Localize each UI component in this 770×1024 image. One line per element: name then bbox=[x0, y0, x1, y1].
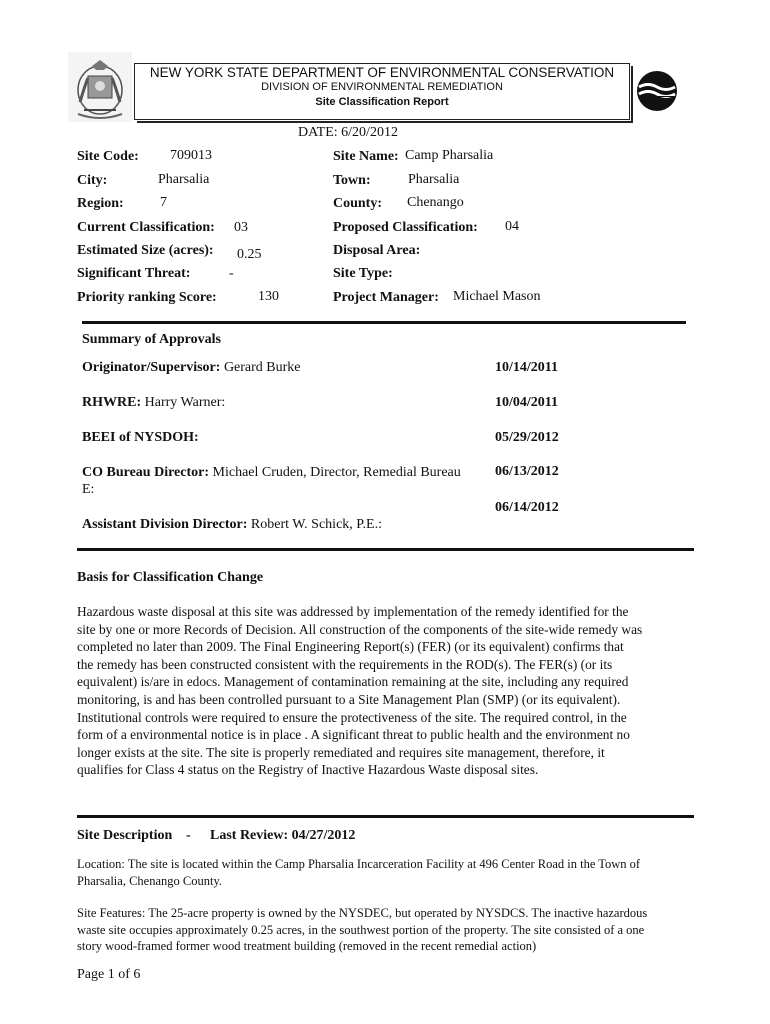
basis-line: equivalent) is/are in edocs. Management of contamination remaining at the site, including any required bbox=[77, 674, 629, 690]
basis-line: completed no later than 2009. The Final Engineering Report(s) (FER) (or its equivalent) confirms that bbox=[77, 639, 624, 655]
approval-date: 06/13/2012 bbox=[495, 464, 559, 479]
region-label: Region: bbox=[77, 196, 124, 211]
current-classification-value: 03 bbox=[234, 220, 248, 235]
basis-line: site by one or more Records of Decision. All construction of the components of the site-wide remedy was bbox=[77, 621, 643, 637]
basis-heading: Basis for Classification Change bbox=[77, 570, 264, 585]
approval-label: BEEI of NYSDOH: bbox=[82, 430, 199, 445]
disposal-area-label: Disposal Area: bbox=[333, 243, 421, 258]
approval-name: Robert W. Schick, P.E.: bbox=[250, 517, 382, 532]
last-review: Last Review: 04/27/2012 bbox=[210, 828, 356, 843]
county-label: County: bbox=[333, 196, 383, 211]
features-line: Site Features: The 25-acre property is owned by the NYSDEC, but operated by NYSDCS. The inactive hazardous bbox=[77, 906, 648, 920]
report-title: Site Classification Report bbox=[315, 96, 449, 108]
nys-seal-icon bbox=[68, 52, 132, 122]
site-code-label: Site Code: bbox=[77, 149, 139, 164]
priority-score-label: Priority ranking Score: bbox=[77, 290, 217, 305]
project-manager-label: Project Manager: bbox=[333, 290, 439, 305]
features-line: story wood-framed former wood treatment building (removed in the recent remedial action) bbox=[77, 939, 537, 953]
proposed-classification-value: 04 bbox=[505, 219, 519, 234]
approval-name: Harry Warner: bbox=[144, 395, 226, 410]
approval-row-assistant-director bbox=[82, 517, 382, 533]
city-label: City: bbox=[77, 173, 108, 188]
significant-threat-value: - bbox=[229, 266, 234, 281]
basis-line: qualifies for Class 4 status on the Registry of Inactive Hazardous Waste disposal sites. bbox=[77, 762, 539, 778]
basis-line: Institutional controls were required to ensure the protectiveness of the site. The required control, in the bbox=[77, 709, 627, 725]
approval-date: 10/04/2011 bbox=[495, 395, 559, 410]
town-label: Town: bbox=[333, 173, 371, 188]
project-manager-value: Michael Mason bbox=[453, 289, 541, 304]
approval-label: Assistant Division Director: bbox=[82, 517, 248, 532]
current-classification-label: Current Classification: bbox=[77, 220, 215, 235]
site-code-value: 709013 bbox=[170, 148, 212, 163]
approval-name-cont: E: bbox=[82, 482, 95, 497]
county-value: Chenango bbox=[407, 195, 464, 210]
approval-label: RHWRE: bbox=[82, 395, 142, 410]
basis-line: monitoring, is and has been controlled pursuant to a Site Management Plan (SMP) (or its equivalent). bbox=[77, 691, 621, 707]
page-number: Page 1 of 6 bbox=[77, 967, 141, 982]
approval-label: CO Bureau Director: bbox=[82, 465, 210, 480]
priority-score-value: 130 bbox=[258, 289, 279, 304]
report-date: DATE: 6/20/2012 bbox=[298, 125, 398, 140]
region-value: 7 bbox=[160, 195, 167, 210]
estimated-size-value: 0.25 bbox=[237, 247, 262, 262]
location-line: Pharsalia, Chenango County. bbox=[77, 874, 223, 888]
dec-logo-icon bbox=[636, 70, 678, 112]
site-type-label: Site Type: bbox=[333, 266, 393, 281]
approval-row-co-bureau bbox=[82, 464, 482, 498]
features-paragraph bbox=[77, 905, 697, 955]
approval-name: Gerard Burke bbox=[223, 360, 301, 375]
site-name-label: Site Name: bbox=[333, 149, 399, 164]
proposed-classification-label: Proposed Classification: bbox=[333, 220, 478, 235]
description-heading-dash: - bbox=[186, 828, 191, 843]
features-line: waste site occupies approximately 0.25 acres, in the southwest portion of the property. The site consisted of a one bbox=[77, 922, 645, 937]
basis-paragraph bbox=[77, 603, 687, 779]
approvals-top-rule bbox=[82, 321, 686, 324]
estimated-size-label: Estimated Size (acres): bbox=[77, 243, 214, 258]
approval-date: 10/14/2011 bbox=[495, 360, 559, 375]
basis-line: Hazardous waste disposal at this site was addressed by implementation of the remedy identified for the bbox=[77, 604, 629, 619]
approval-name: Michael Cruden, Director, Remedial Bureau bbox=[212, 465, 461, 480]
approval-row-rhwre bbox=[82, 395, 225, 411]
town-value: Pharsalia bbox=[408, 172, 460, 187]
approval-label: Originator/Supervisor: bbox=[82, 360, 221, 375]
site-name-value: Camp Pharsalia bbox=[405, 148, 494, 163]
approval-date: 05/29/2012 bbox=[495, 430, 559, 445]
location-line: Location: The site is located within the Camp Pharsalia Incarceration Facility at 496 Center Road in the Town of bbox=[77, 857, 641, 871]
approvals-heading: Summary of Approvals bbox=[82, 332, 221, 347]
approvals-bottom-rule bbox=[77, 548, 694, 551]
basis-line: longer exists at the site. The site is properly remediated and requires site management, therefore, it bbox=[77, 744, 605, 760]
description-top-rule bbox=[77, 815, 694, 818]
basis-line: the remedy has been constructed consistent with the requirements in the ROD(s). The FER(s) (or its bbox=[77, 656, 613, 672]
approval-row-beei bbox=[82, 430, 199, 446]
city-value: Pharsalia bbox=[158, 172, 210, 187]
division-name: DIVISION OF ENVIRONMENTAL REMEDIATION bbox=[261, 81, 503, 93]
approval-date: 06/14/2012 bbox=[495, 500, 559, 515]
significant-threat-label: Significant Threat: bbox=[77, 266, 191, 281]
agency-name: NEW YORK STATE DEPARTMENT OF ENVIRONMENTAL CONSERVATION bbox=[149, 65, 615, 80]
basis-line: form of a environmental notice is in place . A significant threat to public health and the environment no bbox=[77, 727, 630, 743]
location-paragraph bbox=[77, 856, 697, 890]
approval-row-originator bbox=[82, 360, 301, 376]
description-heading-left: Site Description bbox=[77, 828, 173, 843]
